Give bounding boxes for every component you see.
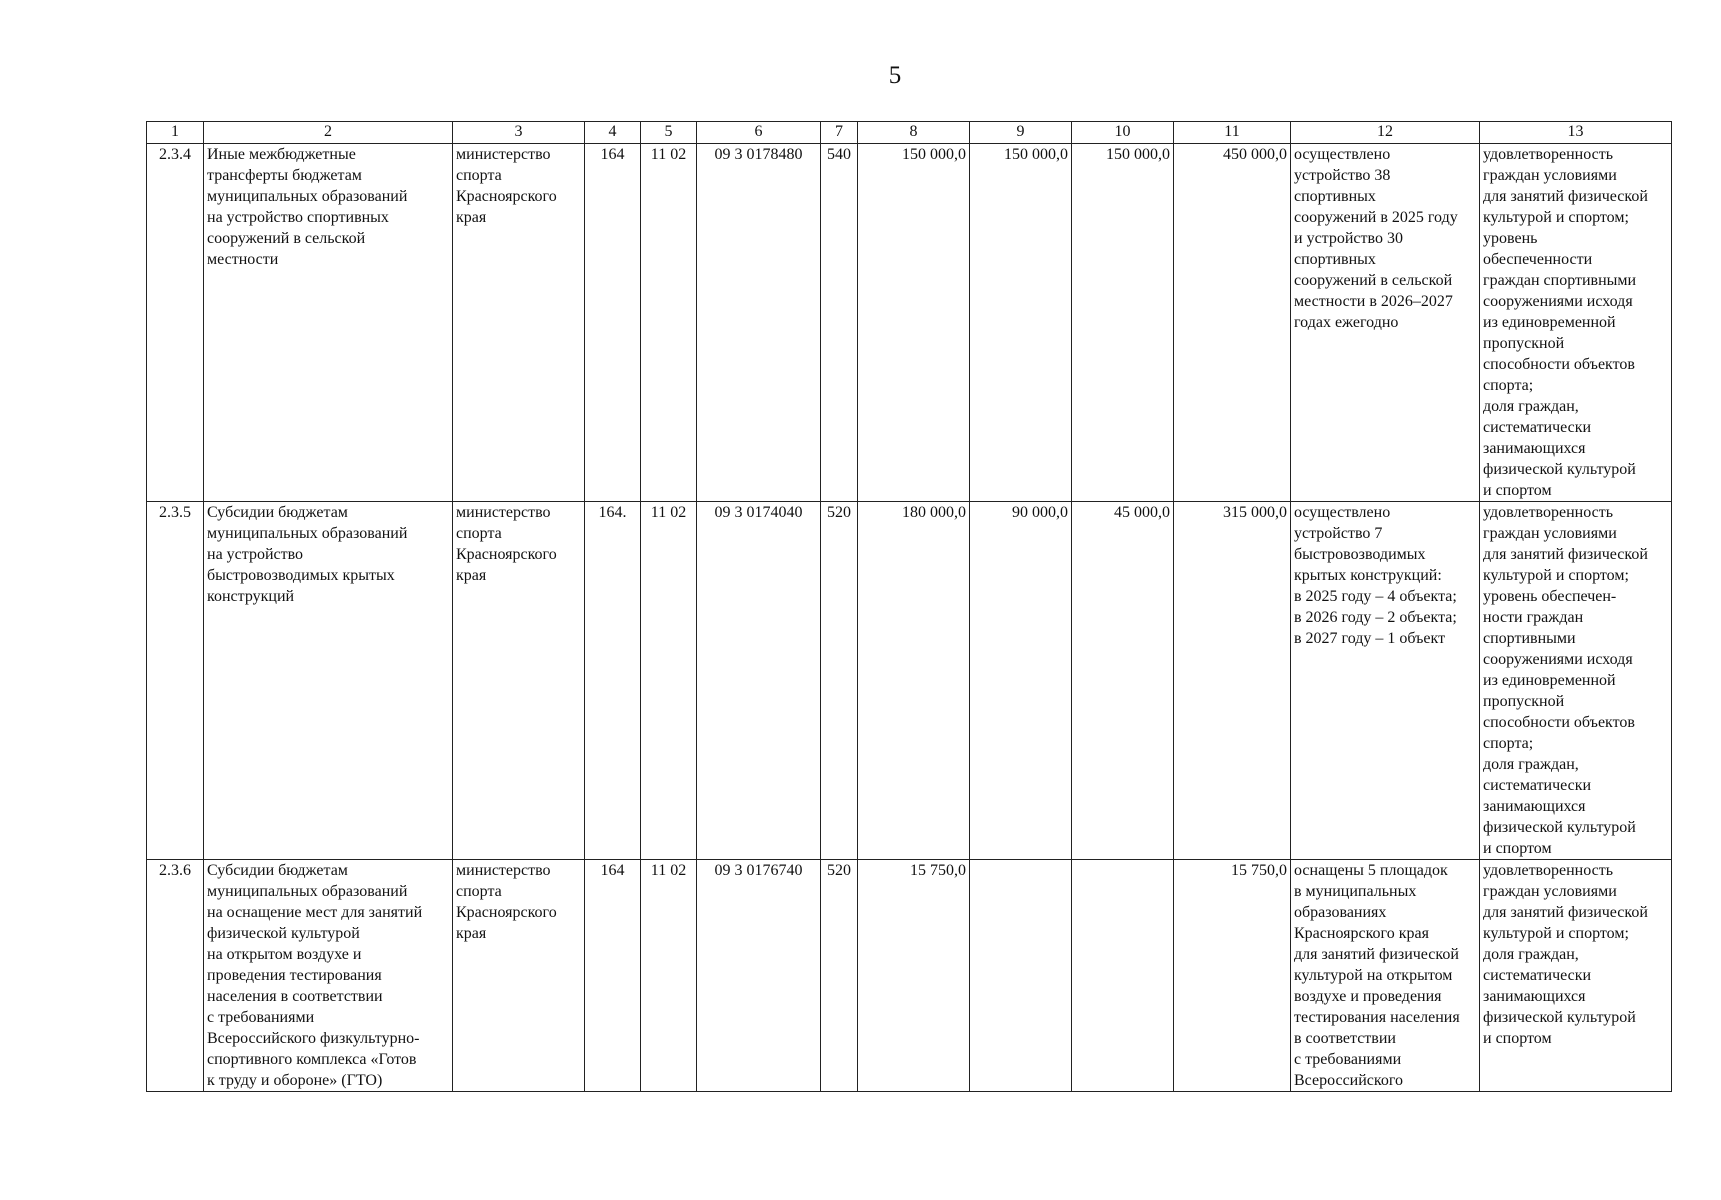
program-activities-table [146, 121, 1672, 1092]
item-indicators: удовлетворенность граждан условиями для занятий физической культурой и спортом; уровень обеспеченности граждан спортивными сооружениями исходя из единовременной пропускной способности объектов спорта; доля граждан, систематически занимающихся физической культурой и спортом [1480, 144, 1672, 502]
item-amount-2027: 150 000,0 [1072, 144, 1174, 502]
item-expected-result: осуществлено устройство 38 спортивных сооружений в 2025 году и устройство 30 спортивных сооружений в сельской местности в 2026–2027 годах ежегодно [1291, 144, 1480, 502]
item-name: Субсидии бюджетам муниципальных образований на оснащение мест для занятий физической культурой на открытом воздухе и проведения тестирования населения в соответствии с требованиями Всероссийского физкультурно- спортивного комплекса «Готов к труду и обороне» (ГТО) [204, 860, 453, 1092]
column-header: 10 [1072, 122, 1174, 144]
item-amount-total: 15 750,0 [1174, 860, 1291, 1092]
item-amount-2026: 90 000,0 [970, 502, 1072, 860]
item-grbs: 164 [585, 144, 641, 502]
item-executor: министерство спорта Красноярского края [453, 144, 585, 502]
item-csr: 09 3 0176740 [697, 860, 821, 1092]
item-grbs: 164 [585, 860, 641, 1092]
item-amount-2025: 15 750,0 [858, 860, 970, 1092]
item-vr: 520 [821, 860, 858, 1092]
column-header: 11 [1174, 122, 1291, 144]
item-number: 2.3.5 [147, 502, 204, 860]
item-expected-result: оснащены 5 площадок в муниципальных образованиях Красноярского края для занятий физической культурой на открытом воздухе и проведения тестирования населения в соответствии с требованиями Всероссийского [1291, 860, 1480, 1092]
column-header: 8 [858, 122, 970, 144]
item-rzpr: 11 02 [641, 502, 697, 860]
item-indicators: удовлетворенность граждан условиями для занятий физической культурой и спортом; доля граждан, систематически занимающихся физической культурой и спортом [1480, 860, 1672, 1092]
page-number: 5 [888, 62, 902, 89]
column-header: 6 [697, 122, 821, 144]
item-executor: министерство спорта Красноярского края [453, 502, 585, 860]
item-expected-result: осуществлено устройство 7 быстровозводимых крытых конструкций: в 2025 году – 4 объекта; в 2026 году – 2 объекта; в 2027 году – 1 объект [1291, 502, 1480, 860]
item-name: Иные межбюджетные трансферты бюджетам муниципальных образований на устройство спортивных сооружений в сельской местности [204, 144, 453, 502]
item-name: Субсидии бюджетам муниципальных образований на устройство быстровозводимых крытых конструкций [204, 502, 453, 860]
item-amount-total: 450 000,0 [1174, 144, 1291, 502]
table-row [147, 144, 1672, 502]
item-amount-total: 315 000,0 [1174, 502, 1291, 860]
item-vr: 520 [821, 502, 858, 860]
item-vr: 540 [821, 144, 858, 502]
column-header: 12 [1291, 122, 1480, 144]
item-csr: 09 3 0178480 [697, 144, 821, 502]
column-number-row [147, 122, 1672, 144]
item-grbs: 164. [585, 502, 641, 860]
item-number: 2.3.4 [147, 144, 204, 502]
item-amount-2027 [1072, 860, 1174, 1092]
item-executor: министерство спорта Красноярского края [453, 860, 585, 1092]
item-amount-2026: 150 000,0 [970, 144, 1072, 502]
column-header: 2 [204, 122, 453, 144]
column-header: 3 [453, 122, 585, 144]
item-rzpr: 11 02 [641, 860, 697, 1092]
column-header: 7 [821, 122, 858, 144]
item-csr: 09 3 0174040 [697, 502, 821, 860]
item-amount-2025: 150 000,0 [858, 144, 970, 502]
item-rzpr: 11 02 [641, 144, 697, 502]
column-header: 9 [970, 122, 1072, 144]
item-indicators: удовлетворенность граждан условиями для занятий физической культурой и спортом; уровень обеспечен- ности граждан спортивными сооружениями исходя из единовременной пропускной способности объектов спорта; доля граждан, систематически занимающихся физической культурой и спортом [1480, 502, 1672, 860]
column-header: 13 [1480, 122, 1672, 144]
column-header: 5 [641, 122, 697, 144]
column-header: 1 [147, 122, 204, 144]
column-header: 4 [585, 122, 641, 144]
table-row [147, 502, 1672, 860]
item-amount-2026 [970, 860, 1072, 1092]
item-amount-2025: 180 000,0 [858, 502, 970, 860]
table-row [147, 860, 1672, 1092]
item-amount-2027: 45 000,0 [1072, 502, 1174, 860]
item-number: 2.3.6 [147, 860, 204, 1092]
